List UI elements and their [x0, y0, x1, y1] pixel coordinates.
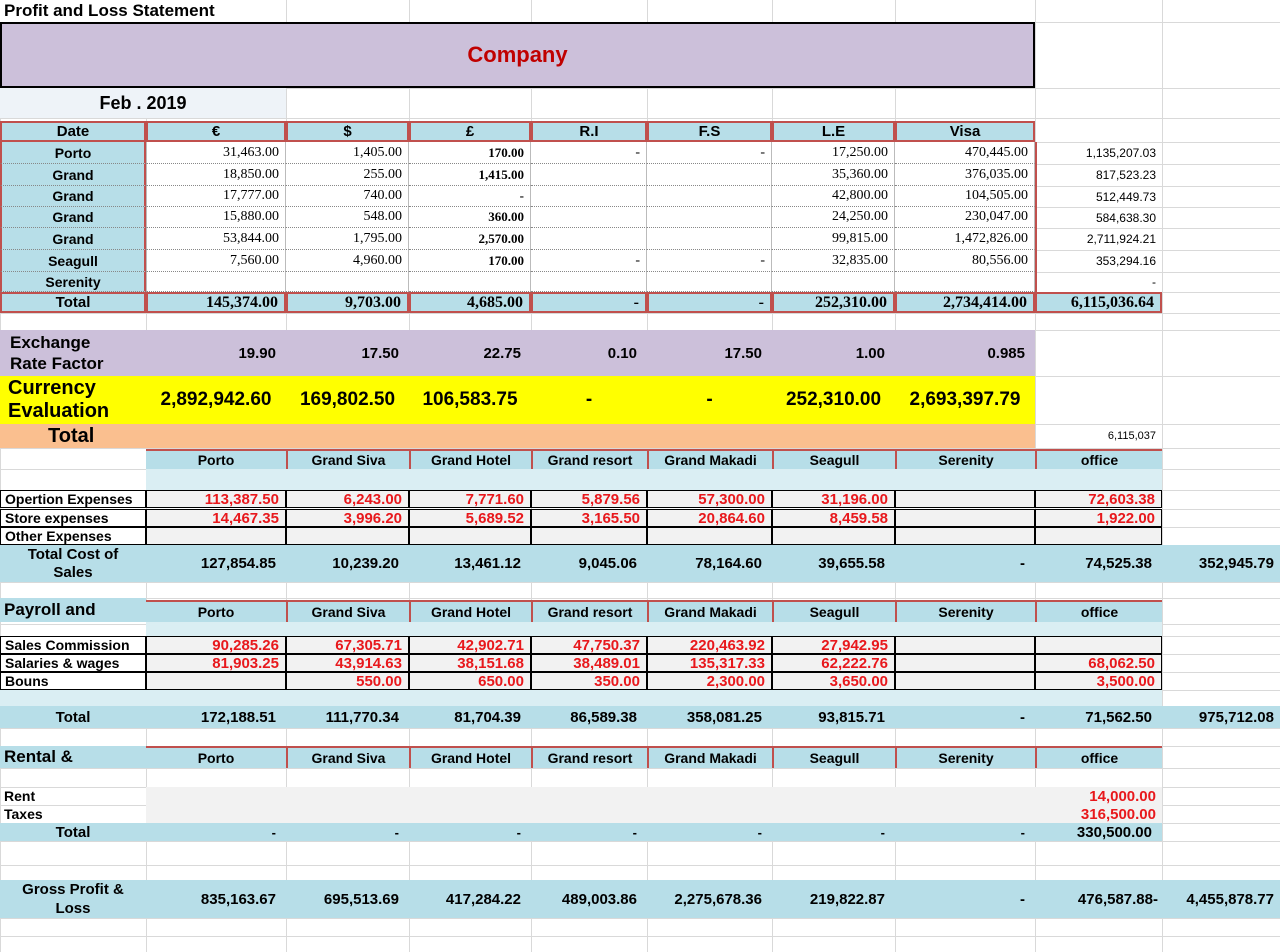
payroll-label[interactable]: Bouns [0, 672, 146, 690]
currency-value[interactable] [895, 272, 1035, 292]
payroll-total-label[interactable]: Total [0, 706, 146, 728]
currency-header-1[interactable]: € [146, 121, 286, 142]
expense-value[interactable] [895, 490, 1035, 508]
payroll-value[interactable]: 2,300.00 [647, 672, 772, 690]
evaluation-label-1: Currency [8, 377, 96, 399]
payroll-label[interactable]: Salaries & wages [0, 654, 146, 672]
total-cost-label [0, 545, 146, 582]
payroll-total-value[interactable]: 358,081.25 [647, 706, 772, 728]
rental-label[interactable]: Rent [4, 788, 36, 804]
evaluation-value[interactable]: 2,693,397.79 [895, 376, 1035, 424]
expense-value[interactable] [1035, 527, 1162, 545]
payroll-total-sum[interactable]: 975,712.08 [1162, 706, 1280, 728]
rental-total-value[interactable]: - [647, 823, 772, 841]
currency-value[interactable]: 24,250.00 [772, 207, 895, 228]
evaluation-value[interactable]: 2,892,942.60 [146, 376, 286, 424]
total-cost-value[interactable]: 78,164.60 [647, 545, 772, 582]
expense-value[interactable]: 31,196.00 [772, 490, 895, 508]
currency-row-label[interactable]: Serenity [0, 272, 146, 292]
currency-value[interactable] [531, 228, 647, 250]
currency-value[interactable]: 42,800.00 [772, 186, 895, 207]
period-label[interactable]: Feb . 2019 [0, 88, 286, 118]
currency-total-value[interactable]: - [647, 292, 772, 313]
payroll-value[interactable]: 3,650.00 [772, 672, 895, 690]
currency-value[interactable] [531, 164, 647, 186]
payroll-total-value[interactable]: 71,562.50 [1035, 706, 1162, 728]
payroll-value[interactable]: 90,285.26 [146, 636, 286, 654]
currency-value[interactable]: 170.00 [409, 142, 531, 164]
expense-value[interactable] [286, 527, 409, 545]
hotel-header[interactable]: Grand Makadi [647, 746, 772, 768]
expense-value[interactable]: 5,689.52 [409, 509, 531, 527]
grid-line [0, 728, 1280, 729]
currency-total-value[interactable]: 4,685.00 [409, 292, 531, 313]
currency-header-0[interactable]: Date [0, 121, 146, 142]
hotel-header[interactable]: office [1035, 746, 1162, 768]
exchange-label-1: Exchange [10, 333, 91, 352]
rental-total-value[interactable]: - [772, 823, 895, 841]
grid-line [0, 865, 1280, 866]
hotel-header[interactable]: Grand Makadi [647, 600, 772, 622]
expense-value[interactable] [531, 527, 647, 545]
currency-value[interactable]: 18,850.00 [146, 164, 286, 186]
evaluation-label-2: Evaluation [8, 400, 110, 422]
currency-header-4[interactable]: R.I [531, 121, 647, 142]
exchange-rate-value[interactable]: 0.985 [895, 330, 1035, 376]
currency-value[interactable]: 2,570.00 [409, 228, 531, 250]
currency-value[interactable]: 104,505.00 [895, 186, 1035, 207]
exchange-rate-value[interactable]: 17.50 [647, 330, 772, 376]
currency-value[interactable]: 548.00 [286, 207, 409, 228]
rental-total-label[interactable]: Total [0, 823, 146, 841]
payroll-value[interactable]: 550.00 [286, 672, 409, 690]
payroll-value[interactable]: 38,489.01 [531, 654, 647, 672]
grand-total-label[interactable]: Total [0, 424, 1035, 448]
hotel-header[interactable]: Grand resort [531, 746, 647, 768]
currency-total-value[interactable]: 145,374.00 [146, 292, 286, 313]
total-cost-value[interactable]: - [895, 545, 1035, 582]
grid-line [0, 598, 1280, 599]
payroll-value[interactable] [895, 672, 1035, 690]
evaluation-value[interactable]: 252,310.00 [772, 376, 895, 424]
hotel-header[interactable]: Porto [146, 600, 286, 622]
currency-total-value[interactable]: 9,703.00 [286, 292, 409, 313]
currency-value[interactable] [647, 164, 772, 186]
currency-value[interactable] [531, 186, 647, 207]
currency-value[interactable]: 255.00 [286, 164, 409, 186]
hotel-header[interactable]: Seagull [772, 746, 895, 768]
hotel-header[interactable]: Serenity [895, 449, 1035, 469]
currency-value[interactable]: - [531, 250, 647, 272]
currency-row-sum[interactable]: 1,135,207.03 [1035, 142, 1162, 164]
rental-total-value[interactable]: - [531, 823, 647, 841]
gross-value[interactable]: - [895, 880, 1035, 918]
expense-value[interactable] [647, 527, 772, 545]
currency-header-3[interactable]: £ [409, 121, 531, 142]
currency-row-sum[interactable]: 817,523.23 [1035, 164, 1162, 186]
hotel-header[interactable]: Porto [146, 449, 286, 469]
currency-header-6[interactable]: L.E [772, 121, 895, 142]
hotel-header[interactable]: Grand Makadi [647, 449, 772, 469]
currency-value[interactable] [409, 272, 531, 292]
currency-value[interactable]: - [647, 142, 772, 164]
total-cost-value[interactable]: 10,239.20 [286, 545, 409, 582]
currency-value[interactable]: 17,250.00 [772, 142, 895, 164]
total-cost-value[interactable]: 74,525.38 [1035, 545, 1162, 582]
rental-total-value[interactable]: - [409, 823, 531, 841]
payroll-value[interactable]: 220,463.92 [647, 636, 772, 654]
gross-value[interactable]: 489,003.86 [531, 880, 647, 918]
rental-total-value[interactable]: - [895, 823, 1035, 841]
band-spacer [146, 469, 1162, 490]
currency-value[interactable]: 376,035.00 [895, 164, 1035, 186]
currency-row-sum[interactable]: - [1035, 272, 1162, 292]
band-spacer [146, 622, 1162, 636]
payroll-total-value[interactable]: 86,589.38 [531, 706, 647, 728]
band-spacer [0, 690, 1162, 706]
currency-value[interactable] [286, 272, 409, 292]
currency-grand-sum[interactable]: 6,115,036.64 [1035, 292, 1162, 313]
total-cost-value[interactable]: 127,854.85 [146, 545, 286, 582]
exchange-rate-value[interactable]: 0.10 [531, 330, 647, 376]
currency-row-sum[interactable]: 353,294.16 [1035, 250, 1162, 272]
grid-line [0, 768, 1280, 769]
expense-value[interactable] [409, 527, 531, 545]
payroll-total-value[interactable]: 81,704.39 [409, 706, 531, 728]
hotel-header[interactable]: Porto [146, 746, 286, 768]
total-cost-sum[interactable]: 352,945.79 [1162, 545, 1280, 582]
hotel-header[interactable]: Grand Siva [286, 746, 409, 768]
payroll-value[interactable]: 43,914.63 [286, 654, 409, 672]
payroll-value[interactable] [1035, 636, 1162, 654]
rental-office-value[interactable]: 316,500.00 [1035, 805, 1162, 823]
expense-value[interactable] [895, 509, 1035, 527]
currency-row-label[interactable]: Seagull [0, 250, 146, 272]
evaluation-value[interactable]: - [647, 376, 772, 424]
rental-gray-band [146, 787, 1036, 823]
gross-value[interactable]: 835,163.67 [146, 880, 286, 918]
gross-value[interactable]: 219,822.87 [772, 880, 895, 918]
currency-value[interactable]: 99,815.00 [772, 228, 895, 250]
grid-line [0, 582, 1280, 583]
rental-total-value[interactable]: - [146, 823, 286, 841]
currency-row-label[interactable]: Grand [0, 164, 146, 186]
currency-total-value[interactable]: 2,734,414.00 [895, 292, 1035, 313]
currency-value[interactable]: 32,835.00 [772, 250, 895, 272]
expense-value[interactable]: 8,459.58 [772, 509, 895, 527]
gross-label-1: Gross Profit & [22, 881, 124, 898]
payroll-value[interactable]: 42,902.71 [409, 636, 531, 654]
company-title[interactable]: Company [0, 22, 1035, 88]
expense-value[interactable] [772, 527, 895, 545]
gross-value[interactable]: 695,513.69 [286, 880, 409, 918]
currency-header-2[interactable]: $ [286, 121, 409, 142]
payroll-value[interactable] [146, 672, 286, 690]
hotel-header[interactable]: Seagull [772, 449, 895, 469]
exchange-rate-value[interactable]: 1.00 [772, 330, 895, 376]
currency-row-label[interactable]: Porto [0, 142, 146, 164]
currency-total-value[interactable]: 252,310.00 [772, 292, 895, 313]
gross-sum[interactable]: 4,455,878.77 [1162, 880, 1280, 918]
hotel-header[interactable]: Serenity [895, 600, 1035, 622]
exchange-label-2: Rate Factor [10, 354, 104, 373]
expense-value[interactable]: 6,243.00 [286, 490, 409, 508]
expense-value[interactable] [895, 527, 1035, 545]
hotel-header[interactable]: Grand resort [531, 449, 647, 469]
payroll-value[interactable]: 350.00 [531, 672, 647, 690]
rental-total-value[interactable]: - [286, 823, 409, 841]
currency-value[interactable] [647, 207, 772, 228]
hotel-header[interactable]: Grand Hotel [409, 746, 531, 768]
currency-row-sum[interactable]: 512,449.73 [1035, 186, 1162, 207]
currency-value[interactable]: 360.00 [409, 207, 531, 228]
expense-value[interactable]: 3,165.50 [531, 509, 647, 527]
currency-total-label[interactable]: Total [0, 292, 146, 313]
expense-label[interactable]: Store expenses [0, 509, 146, 527]
expense-value[interactable]: 1,922.00 [1035, 509, 1162, 527]
currency-value[interactable] [647, 228, 772, 250]
payroll-value[interactable]: 68,062.50 [1035, 654, 1162, 672]
payroll-value[interactable]: 38,151.68 [409, 654, 531, 672]
exchange-rate-value[interactable]: 17.50 [286, 330, 409, 376]
hotel-header[interactable]: Grand Siva [286, 449, 409, 469]
payroll-value[interactable]: 81,903.25 [146, 654, 286, 672]
currency-value[interactable]: 31,463.00 [146, 142, 286, 164]
gross-label [0, 880, 146, 918]
evaluation-label [0, 376, 146, 424]
payroll-value[interactable]: 27,942.95 [772, 636, 895, 654]
currency-row-label[interactable]: Grand [0, 186, 146, 207]
payroll-value[interactable]: 67,305.71 [286, 636, 409, 654]
total-cost-label-2: Sales [53, 563, 93, 581]
currency-value[interactable] [531, 272, 647, 292]
sheet-title[interactable]: Profit and Loss Statement [0, 0, 286, 22]
currency-value[interactable] [772, 272, 895, 292]
grid-line [0, 118, 1280, 119]
payroll-value[interactable] [895, 654, 1035, 672]
grid-line [0, 936, 1280, 937]
rental-label[interactable]: Taxes [4, 806, 43, 822]
payroll-value[interactable]: 3,500.00 [1035, 672, 1162, 690]
expense-label[interactable]: Opertion Expenses [0, 490, 146, 508]
currency-value[interactable]: 1,405.00 [286, 142, 409, 164]
rental-office-value[interactable]: 14,000.00 [1035, 787, 1162, 805]
payroll-total-value[interactable]: 93,815.71 [772, 706, 895, 728]
currency-value[interactable]: 4,960.00 [286, 250, 409, 272]
currency-header-7[interactable]: Visa [895, 121, 1035, 142]
grand-total-value[interactable]: 6,115,037 [1107, 430, 1156, 442]
payroll-value[interactable]: 62,222.76 [772, 654, 895, 672]
gross-value[interactable]: 417,284.22 [409, 880, 531, 918]
expense-value[interactable]: 3,996.20 [286, 509, 409, 527]
currency-value[interactable]: 80,556.00 [895, 250, 1035, 272]
hotel-header[interactable]: Grand resort [531, 600, 647, 622]
currency-row-sum[interactable]: 2,711,924.21 [1035, 228, 1162, 250]
currency-value[interactable]: - [531, 142, 647, 164]
payroll-value[interactable]: 650.00 [409, 672, 531, 690]
expense-value[interactable]: 20,864.60 [647, 509, 772, 527]
currency-value[interactable]: 1,472,826.00 [895, 228, 1035, 250]
evaluation-value[interactable]: 106,583.75 [409, 376, 531, 424]
exchange-label [0, 330, 146, 376]
currency-value[interactable] [647, 186, 772, 207]
payroll-value[interactable]: 135,317.33 [647, 654, 772, 672]
hotel-header[interactable]: Grand Hotel [409, 600, 531, 622]
expense-value[interactable]: 72,603.38 [1035, 490, 1162, 508]
expense-value[interactable]: 14,467.35 [146, 509, 286, 527]
currency-header-5[interactable]: F.S [647, 121, 772, 142]
currency-value[interactable]: 7,560.00 [146, 250, 286, 272]
payroll-value[interactable] [895, 636, 1035, 654]
currency-total-value[interactable]: - [531, 292, 647, 313]
currency-value[interactable]: - [409, 186, 531, 207]
currency-value[interactable]: 17,777.00 [146, 186, 286, 207]
exchange-rate-value[interactable]: 19.90 [146, 330, 286, 376]
payroll-label[interactable]: Sales Commission [0, 636, 146, 654]
total-cost-value[interactable]: 13,461.12 [409, 545, 531, 582]
currency-value[interactable]: 53,844.00 [146, 228, 286, 250]
expense-label[interactable]: Other Expenses [0, 527, 146, 545]
hotel-header[interactable]: Serenity [895, 746, 1035, 768]
currency-value[interactable]: 230,047.00 [895, 207, 1035, 228]
payroll-total-value[interactable]: 111,770.34 [286, 706, 409, 728]
currency-value[interactable]: 740.00 [286, 186, 409, 207]
hotel-header[interactable]: Seagull [772, 600, 895, 622]
payroll-total-value[interactable]: - [895, 706, 1035, 728]
total-cost-value[interactable]: 9,045.06 [531, 545, 647, 582]
total-cost-label-1: Total Cost of [27, 545, 119, 563]
hotel-header[interactable]: Grand Hotel [409, 449, 531, 469]
grid-line [0, 918, 1280, 919]
currency-value[interactable]: - [647, 250, 772, 272]
hotel-header[interactable]: office [1035, 449, 1162, 469]
currency-value[interactable]: 470,445.00 [895, 142, 1035, 164]
currency-row-sum[interactable]: 584,638.30 [1035, 207, 1162, 228]
payroll-value[interactable]: 47,750.37 [531, 636, 647, 654]
expense-value[interactable]: 7,771.60 [409, 490, 531, 508]
hotel-header[interactable]: office [1035, 600, 1162, 622]
rental-total-value[interactable]: 330,500.00 [1035, 823, 1162, 841]
gross-label-2: Loss [55, 900, 91, 917]
expense-value[interactable]: 57,300.00 [647, 490, 772, 508]
currency-value[interactable]: 15,880.00 [146, 207, 286, 228]
currency-row-label[interactable]: Grand [0, 207, 146, 228]
hotel-header[interactable]: Grand Siva [286, 600, 409, 622]
expense-value[interactable]: 5,879.56 [531, 490, 647, 508]
grid-line [0, 313, 1280, 314]
gross-value[interactable]: 2,275,678.36 [647, 880, 772, 918]
exchange-rate-value[interactable]: 22.75 [409, 330, 531, 376]
evaluation-value[interactable]: 169,802.50 [286, 376, 409, 424]
currency-value[interactable] [531, 207, 647, 228]
payroll-total-value[interactable]: 172,188.51 [146, 706, 286, 728]
currency-value[interactable] [146, 272, 286, 292]
currency-row-label[interactable]: Grand [0, 228, 146, 250]
currency-value[interactable] [647, 272, 772, 292]
payroll-title[interactable]: Payroll and [0, 598, 146, 622]
currency-value[interactable]: 35,360.00 [772, 164, 895, 186]
currency-value[interactable]: 1,795.00 [286, 228, 409, 250]
rental-title[interactable]: Rental & [0, 746, 146, 768]
evaluation-value[interactable]: - [531, 376, 647, 424]
expense-value[interactable]: 113,387.50 [146, 490, 286, 508]
grid-line [0, 841, 1280, 842]
currency-value[interactable]: 170.00 [409, 250, 531, 272]
gross-value[interactable]: 476,587.88- [1035, 880, 1162, 918]
expense-value[interactable] [146, 527, 286, 545]
currency-value[interactable]: 1,415.00 [409, 164, 531, 186]
total-cost-value[interactable]: 39,655.58 [772, 545, 895, 582]
